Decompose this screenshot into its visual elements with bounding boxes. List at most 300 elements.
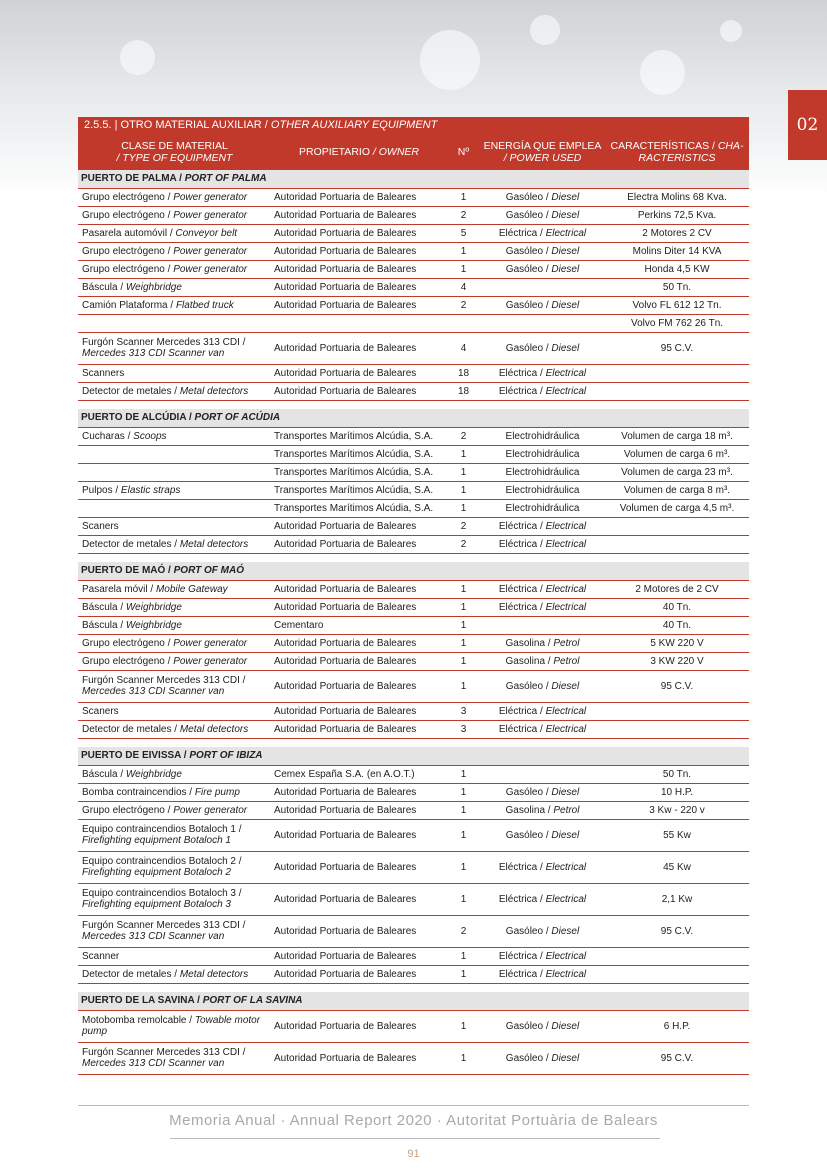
port-name-es: PUERTO DE EIVISSA [81,750,182,762]
energy-es: Gasóleo [505,829,544,841]
cell-energy [480,206,605,224]
table-row [78,332,749,364]
cell-type [78,463,271,481]
table-row [78,915,749,947]
cell-owner: Autoridad Portuaria de Baleares [271,851,447,883]
type-separator: / [186,786,195,798]
cell-energy [480,224,605,242]
cell-owner: Autoridad Portuaria de Baleares [271,260,447,278]
cell-characteristics: Volumen de carga 8 m³. [605,481,749,499]
type-en: Metal detectors [179,723,249,735]
energy-separator: / [543,191,552,203]
cell-owner: Autoridad Portuaria de Baleares [271,720,447,738]
type-en: Power generator [173,191,248,203]
cell-characteristics: 3 KW 220 V [605,652,749,670]
cell-type [78,702,271,720]
energy-es: Electrohidráulica [505,448,580,460]
energy-en: Electrical [545,705,587,717]
cell-type [78,517,271,535]
table-row [78,1010,749,1042]
cell-number: 1 [447,652,480,670]
type-en: Weighbridge [125,768,182,780]
type-separator: / [186,1015,195,1026]
type-separator: / [239,675,246,686]
cell-energy [480,314,605,332]
cell-type [78,819,271,851]
energy-es: Electrohidráulica [505,430,580,442]
cell-number: 1 [447,580,480,598]
table-row [78,481,749,499]
type-es: Grupo electrógeno [82,245,165,257]
section-gap [78,553,749,562]
type-es: Detector de metales [82,723,172,735]
energy-separator: / [545,655,554,667]
cell-number: 1 [447,634,480,652]
type-separator: / [236,888,242,899]
type-es: Furgón Scanner Mercedes 313 CDI [82,337,240,348]
type-en: Mobile Gateway [155,583,228,595]
cell-type [78,915,271,947]
energy-es: Gasóleo [505,263,544,275]
section-number: 2.5.5. [84,119,112,131]
port-name-separator: / [186,412,195,424]
type-en: Weighbridge [125,601,182,613]
energy-en: Diesel [551,829,580,841]
cell-characteristics: 50 Tn. [605,765,749,783]
energy-en: Electrical [545,968,587,980]
type-separator: / [164,191,174,203]
port-header-row [78,747,749,765]
cell-type [78,242,271,260]
table-row [78,616,749,634]
port-name-separator: / [176,173,185,185]
table-row [78,242,749,260]
table-row [78,783,749,801]
type-es: Scanner [82,950,120,962]
energy-en: Electrical [545,893,587,905]
table-row [78,535,749,553]
energy-separator: / [537,520,546,532]
cell-type [78,765,271,783]
type-en: Metal detectors [179,385,249,397]
cell-owner: Autoridad Portuaria de Baleares [271,702,447,720]
cell-type [78,947,271,965]
cell-energy [480,535,605,553]
type-es: Equipo contraincendios Botaloch 1 [82,824,236,835]
table-row [78,1042,749,1074]
section-gap [78,738,749,747]
cell-type [78,1010,271,1042]
cell-type [78,851,271,883]
type-separator: / [112,484,121,496]
type-es: Báscula [82,768,118,780]
cell-number: 1 [447,783,480,801]
cell-type [78,260,271,278]
section-title-es: OTRO MATERIAL AUXILIAR [120,119,262,131]
table-row [78,965,749,983]
type-es: Grupo electrógeno [82,191,165,203]
cell-number: 3 [447,702,480,720]
energy-en: Diesel [551,342,580,354]
port-name [78,992,749,1010]
cell-characteristics [605,720,749,738]
type-en: Towable motor pump [82,1015,261,1037]
energy-separator: / [543,342,552,354]
energy-separator: / [537,385,546,397]
type-separator: / [171,723,180,735]
table-row [78,463,749,481]
port-name-en: PORT OF ACÚDIA [194,412,281,424]
section-title: 2.5.5. | OTRO MATERIAL AUXILIAR / OTHER AUXILIARY EQUIPMENT [78,117,749,134]
type-en: Metal detectors [179,968,249,980]
energy-separator: / [537,538,546,550]
cell-number: 1 [447,188,480,206]
header-characteristics: CARACTERÍSTICAS / CHA-RACTERISTICS [610,140,744,164]
cell-characteristics: 3 Kw - 220 v [605,801,749,819]
energy-es: Eléctrica [498,385,538,397]
cell-owner: Autoridad Portuaria de Baleares [271,883,447,915]
footer-divider [78,1105,749,1106]
energy-es: Gasóleo [505,1020,544,1032]
table-row [78,851,749,883]
cell-number: 18 [447,382,480,400]
energy-en: Electrical [545,583,587,595]
cell-type [78,382,271,400]
cell-energy [480,481,605,499]
type-en: Power generator [173,637,248,649]
cell-energy [480,883,605,915]
energy-separator: / [543,680,552,692]
energy-separator: / [537,723,546,735]
energy-es: Eléctrica [498,705,538,717]
table-row [78,883,749,915]
cell-owner: Transportes Marítimos Alcúdia, S.A. [271,445,447,463]
energy-es: Eléctrica [498,968,538,980]
type-separator: / [236,856,242,867]
cell-type [78,314,271,332]
energy-separator: / [545,637,554,649]
table-row [78,499,749,517]
cell-number: 4 [447,332,480,364]
port-name [78,170,749,188]
cell-energy [480,765,605,783]
port-header-row [78,992,749,1010]
equipment-section [78,117,749,1075]
type-en: Weighbridge [125,619,182,631]
energy-es: Electrohidráulica [505,484,580,496]
type-separator: / [117,281,126,293]
cell-owner: Autoridad Portuaria de Baleares [271,801,447,819]
cell-owner: Autoridad Portuaria de Baleares [271,915,447,947]
table-row [78,314,749,332]
cell-characteristics: Volumen de carga 4,5 m³. [605,499,749,517]
type-es: Pasarela automóvil [82,227,168,239]
cell-energy [480,965,605,983]
energy-separator: / [543,1020,552,1032]
cell-number: 2 [447,427,480,445]
cell-energy [480,296,605,314]
type-en: Mercedes 313 CDI Scanner van [82,931,225,942]
cell-energy [480,382,605,400]
energy-es: Gasóleo [505,342,544,354]
type-separator: / [239,337,246,348]
cell-type [78,499,271,517]
cell-type [78,883,271,915]
energy-es: Gasóleo [505,245,544,257]
cell-owner: Autoridad Portuaria de Baleares [271,278,447,296]
type-separator: / [117,768,126,780]
port-name [78,409,749,427]
type-es: Pulpos [82,484,113,496]
energy-es: Gasóleo [505,680,544,692]
cell-number: 1 [447,445,480,463]
energy-separator: / [543,925,552,937]
table-row [78,364,749,382]
cell-number: 4 [447,278,480,296]
port-header-row [78,170,749,188]
cell-characteristics: 95 C.V. [605,915,749,947]
equipment-table [78,134,749,1075]
type-separator: / [236,824,242,835]
type-separator: / [117,601,126,613]
port-name [78,562,749,580]
cell-type [78,364,271,382]
cell-type [78,598,271,616]
cell-characteristics [605,947,749,965]
energy-es: Electrohidráulica [505,466,580,478]
energy-en: Diesel [551,299,580,311]
cell-energy [480,260,605,278]
port-name-en: PORT OF LA SAVINA [202,995,303,1007]
energy-en: Diesel [551,1020,580,1032]
cell-characteristics [605,965,749,983]
cell-owner: Autoridad Portuaria de Baleares [271,242,447,260]
type-en: Power generator [173,804,248,816]
energy-separator: / [543,263,552,275]
cell-owner: Autoridad Portuaria de Baleares [271,1010,447,1042]
type-separator: / [239,920,246,931]
cell-characteristics [605,382,749,400]
type-separator: / [124,430,134,442]
cell-type [78,965,271,983]
type-es: Báscula [82,601,118,613]
energy-es: Eléctrica [498,520,538,532]
cell-type [78,481,271,499]
cell-energy [480,783,605,801]
table-row [78,427,749,445]
cell-number: 1 [447,965,480,983]
energy-separator: / [543,786,552,798]
energy-en: Electrical [545,601,587,613]
cell-energy [480,580,605,598]
cell-energy [480,702,605,720]
type-separator: / [171,385,180,397]
cell-energy [480,517,605,535]
cell-characteristics [605,702,749,720]
cell-owner: Autoridad Portuaria de Baleares [271,296,447,314]
energy-separator: / [537,968,546,980]
table-row [78,517,749,535]
cell-type [78,224,271,242]
type-es: Furgón Scanner Mercedes 313 CDI [82,1047,240,1058]
energy-en: Diesel [551,209,580,221]
table-row [78,670,749,702]
type-en: Firefighting equipment Botaloch 2 [82,867,231,878]
type-es: Grupo electrógeno [82,263,165,275]
cell-owner: Autoridad Portuaria de Baleares [271,670,447,702]
cell-characteristics: 2 Motores 2 CV [605,224,749,242]
gap-cell [78,738,749,747]
energy-es: Gasóleo [505,1052,544,1064]
cell-owner: Autoridad Portuaria de Baleares [271,634,447,652]
type-es: Grupo electrógeno [82,209,165,221]
cell-characteristics: 95 C.V. [605,670,749,702]
cell-energy [480,616,605,634]
cell-characteristics: Electra Molins 68 Kva. [605,188,749,206]
cell-number: 1 [447,499,480,517]
energy-separator: / [537,950,546,962]
type-es: Grupo electrógeno [82,637,165,649]
cell-characteristics: 50 Tn. [605,278,749,296]
energy-separator: / [543,245,552,257]
energy-en: Diesel [551,680,580,692]
cell-number: 1 [447,851,480,883]
gap-cell [78,983,749,992]
cell-energy [480,364,605,382]
cell-energy [480,598,605,616]
cell-characteristics: Volumen de carga 18 m³. [605,427,749,445]
type-en: Firefighting equipment Botaloch 3 [82,899,231,910]
cell-number: 1 [447,801,480,819]
energy-es: Gasóleo [505,209,544,221]
cell-characteristics: 6 H.P. [605,1010,749,1042]
energy-separator: / [543,299,552,311]
energy-en: Electrical [545,538,587,550]
type-separator: / [117,619,126,631]
cell-owner: Cementaro [271,616,447,634]
cell-owner: Autoridad Portuaria de Baleares [271,819,447,851]
cell-owner: Autoridad Portuaria de Baleares [271,783,447,801]
energy-en: Diesel [551,1052,580,1064]
cell-owner: Autoridad Portuaria de Baleares [271,535,447,553]
cell-owner: Autoridad Portuaria de Baleares [271,382,447,400]
cell-number: 1 [447,242,480,260]
type-en: Weighbridge [125,281,182,293]
type-en: Flatbed truck [175,299,234,311]
type-en: Elastic straps [120,484,181,496]
cell-type [78,720,271,738]
type-en: Mercedes 313 CDI Scanner van [82,1058,225,1069]
type-separator: / [164,209,174,221]
cell-characteristics: 55 Kw [605,819,749,851]
type-separator: / [147,583,156,595]
cell-characteristics: Volvo FL 612 12 Tn. [605,296,749,314]
energy-es: Eléctrica [498,861,538,873]
table-row [78,580,749,598]
type-es: Motobomba remolcable [82,1015,187,1026]
cell-owner [271,314,447,332]
energy-en: Electrical [545,861,587,873]
type-es: Scaners [82,520,119,532]
type-es: Scanners [82,367,125,379]
table-row [78,819,749,851]
type-es: Scaners [82,705,119,717]
cell-number: 1 [447,1042,480,1074]
cell-energy [480,445,605,463]
cell-energy [480,652,605,670]
cell-owner: Autoridad Portuaria de Baleares [271,332,447,364]
cell-number: 1 [447,598,480,616]
cell-characteristics [605,535,749,553]
cell-characteristics: Molins Diter 14 KVA [605,242,749,260]
cell-type [78,783,271,801]
table-header-row [78,134,749,170]
port-name-separator: / [181,750,190,762]
type-es: Equipo contraincendios Botaloch 2 [82,856,236,867]
port-name-en: PORT OF PALMA [184,173,267,185]
energy-en: Diesel [551,786,580,798]
cell-energy [480,851,605,883]
cell-owner: Autoridad Portuaria de Baleares [271,364,447,382]
table-row [78,702,749,720]
cell-number: 1 [447,765,480,783]
type-es: Detector de metales [82,385,172,397]
type-en: Power generator [173,263,248,275]
type-es: Grupo electrógeno [82,655,165,667]
type-separator: / [171,968,180,980]
cell-number: 2 [447,915,480,947]
cell-type [78,670,271,702]
energy-es: Eléctrica [498,583,538,595]
cell-characteristics: 10 H.P. [605,783,749,801]
cell-energy [480,720,605,738]
cell-owner: Transportes Marítimos Alcúdia, S.A. [271,463,447,481]
cell-type [78,206,271,224]
cell-energy [480,1010,605,1042]
cell-owner: Autoridad Portuaria de Baleares [271,947,447,965]
cell-characteristics: Perkins 72,5 Kva. [605,206,749,224]
cell-energy [480,1042,605,1074]
cell-number: 1 [447,883,480,915]
type-separator: / [239,1047,246,1058]
footer-text: Memoria Anual · Annual Report 2020 · Autoritat Portuària de Balears [169,1112,658,1129]
table-row [78,598,749,616]
type-separator: / [164,263,174,275]
header-number: Nº [457,146,470,158]
cell-type [78,801,271,819]
energy-en: Electrical [545,385,587,397]
energy-es: Gasóleo [505,191,544,203]
section-gap [78,400,749,409]
table-row [78,296,749,314]
cell-owner: Transportes Marítimos Alcúdia, S.A. [271,427,447,445]
cell-energy [480,188,605,206]
energy-es: Eléctrica [498,538,538,550]
header-owner: PROPIETARIO / OWNER [299,146,419,158]
cell-owner: Transportes Marítimos Alcúdia, S.A. [271,481,447,499]
type-es: Detector de metales [82,968,172,980]
table-row [78,382,749,400]
cell-number: 2 [447,517,480,535]
header-energy: ENERGÍA QUE EMPLEA / POWER USED [483,140,602,164]
type-en: Mercedes 313 CDI Scanner van [82,686,225,697]
type-es: Furgón Scanner Mercedes 313 CDI [82,920,240,931]
energy-separator: / [537,583,546,595]
cell-characteristics: 2 Motores de 2 CV [605,580,749,598]
type-en: Conveyor belt [175,227,238,239]
table-row [78,260,749,278]
section-title-en: OTHER AUXILIARY EQUIPMENT [270,119,438,131]
